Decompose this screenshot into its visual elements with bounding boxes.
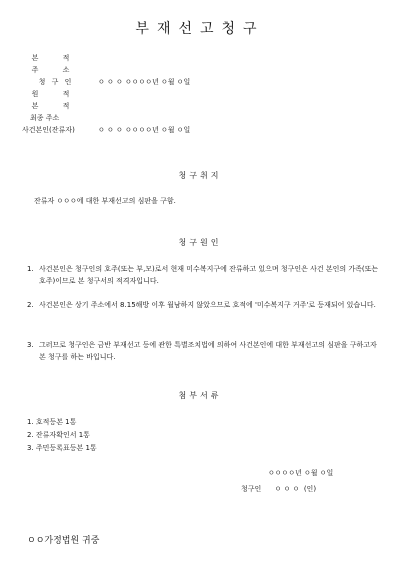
party-row-claimant: 청 구 인 ㅇ ㅇ ㅇ ㅇㅇㅇㅇ년 ㅇ월 ㅇ일 (38, 78, 191, 86)
party-row-domicile-2: 본 적 (31, 102, 81, 110)
party-row-last-address: 최종 주소 (30, 114, 60, 122)
court-addressee: ㅇㅇ가정법원 귀중 (27, 536, 100, 546)
attachment-item: 2. 잔류자확인서 1통 (27, 431, 90, 439)
cause-item: 1. 사건본인은 청구인의 호주(또는 부,모)로서 현재 미수복지구에 잔류하고 있으며 청구인은 사건 본인의 가족(또는 호주)이므로 본 청구서의 적격자입니다. (27, 265, 379, 285)
purpose-text: 잔류자 ㅇㅇㅇ에 대한 부재선고의 심판을 구함. (34, 197, 176, 205)
document-title: 부재선고청구 (135, 21, 265, 37)
attachment-item: 1. 호적등본 1통 (27, 418, 77, 426)
party-row-subject: 사건본인(잔류자) ㅇ ㅇ ㅇ ㅇㅇㅇㅇ년 ㅇ월 ㅇ일 (22, 126, 191, 134)
cause-heading: 청구원인 (178, 238, 222, 247)
cause-item: 3. 그러므로 청구인은 금반 부재선고 등에 관한 특별조치법에 의하여 사건본인에 대한 부재선고의 심판을 구하고자 본 청구를 하는 바입니다. (27, 341, 377, 361)
party-row-domicile: 본 적 (31, 54, 81, 62)
party-info (22, 52, 190, 136)
party-row-original-domicile: 원 적 (31, 90, 81, 98)
attachments-list (27, 416, 97, 455)
cause-item: 2. 사건본인은 상기 주소에서 8.15해방 이후 월남하지 않았으므로 호적에 '미수복지구 거주'로 등재되어 있습니다. (27, 301, 376, 309)
purpose-heading: 청구취지 (178, 171, 222, 180)
signature-claimant: 청구인 ㅇ ㅇ ㅇ (인) (241, 485, 317, 493)
attachments-heading: 첨부서류 (178, 391, 222, 400)
signature-date: ㅇㅇㅇㅇ년 ㅇ월 ㅇ일 (268, 469, 334, 477)
attachment-item: 3. 주민등록표등본 1통 (27, 444, 97, 452)
party-row-address: 주 소 (31, 66, 81, 74)
